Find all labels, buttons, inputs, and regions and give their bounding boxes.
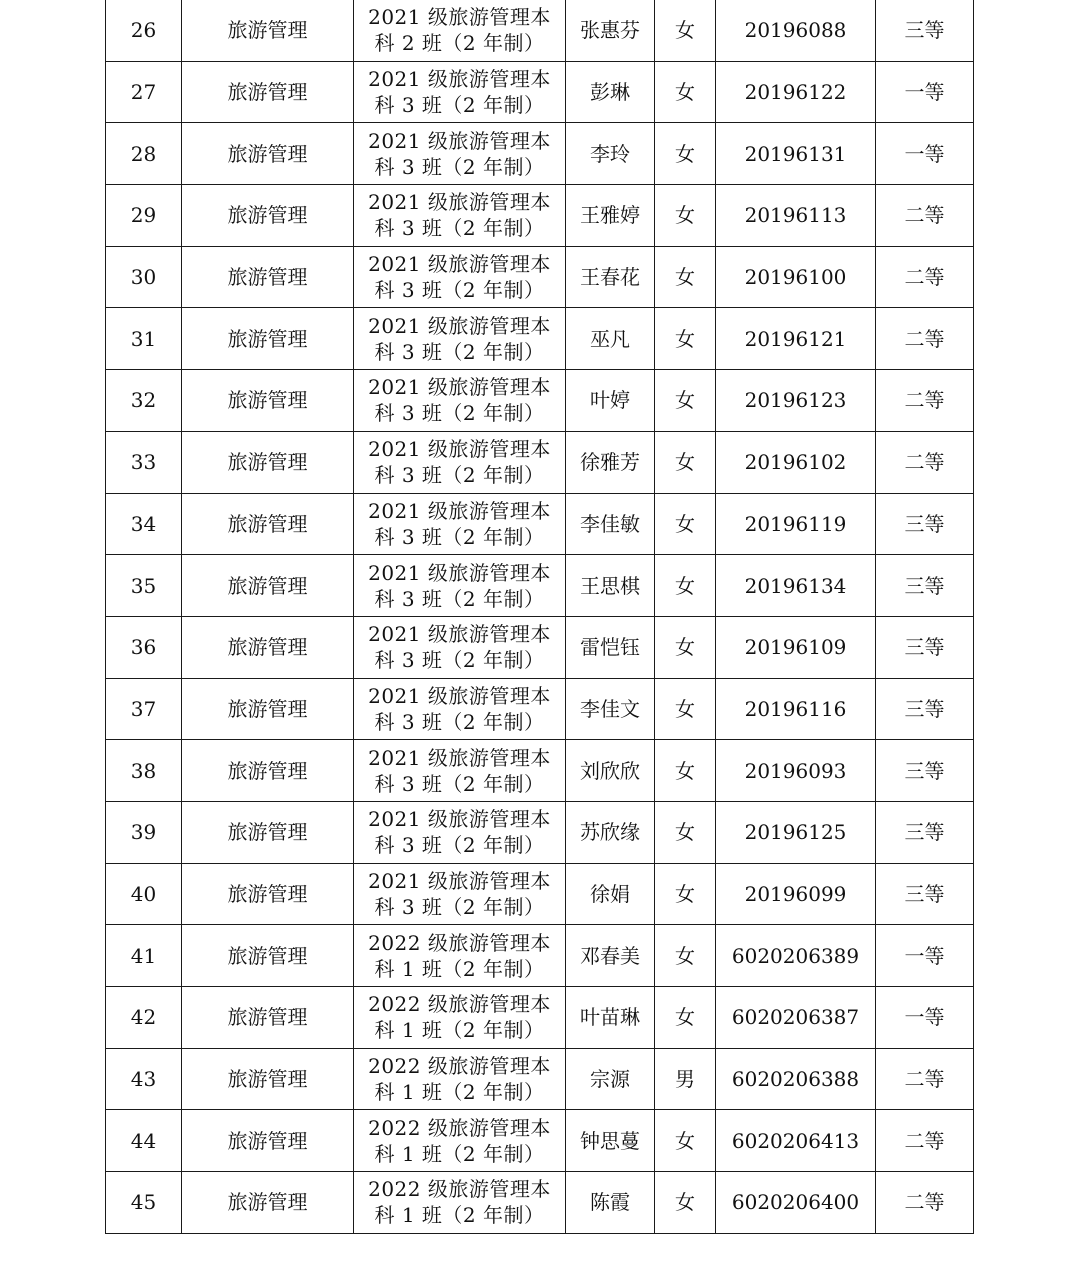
cell-name: 叶婷: [566, 370, 655, 432]
cell-major: 旅游管理: [182, 308, 354, 370]
cell-student-id: 20196099: [716, 863, 876, 925]
cell-level: 二等: [876, 431, 974, 493]
cell-major: 旅游管理: [182, 555, 354, 617]
cell-class-line2: 科 1 班（2 年制）: [374, 956, 545, 981]
cell-class-line2: 科 3 班（2 年制）: [374, 93, 545, 118]
cell-level: 二等: [876, 1172, 974, 1234]
cell-class-line1: 2021 级旅游管理本: [368, 67, 551, 92]
cell-class-line2: 科 1 班（2 年制）: [374, 1141, 545, 1166]
cell-level: 三等: [876, 0, 974, 61]
cell-student-id: 20196113: [716, 185, 876, 247]
cell-class: [354, 555, 566, 617]
cell-major: 旅游管理: [182, 370, 354, 432]
cell-gender: 女: [655, 185, 716, 247]
cell-class-line1: 2021 级旅游管理本: [368, 5, 551, 30]
table-row: [106, 185, 974, 247]
table-body: [106, 0, 974, 1233]
cell-class-line1: 2021 级旅游管理本: [368, 560, 551, 585]
cell-class-line1: 2021 级旅游管理本: [368, 622, 551, 647]
cell-level: 三等: [876, 678, 974, 740]
cell-no: 30: [106, 246, 182, 308]
cell-class: [354, 370, 566, 432]
cell-level: 三等: [876, 801, 974, 863]
cell-major: 旅游管理: [182, 0, 354, 61]
cell-no: 40: [106, 863, 182, 925]
cell-class: [354, 246, 566, 308]
cell-no: 43: [106, 1048, 182, 1110]
cell-class-line2: 科 3 班（2 年制）: [374, 586, 545, 611]
table-row: [106, 863, 974, 925]
cell-major: 旅游管理: [182, 246, 354, 308]
cell-student-id: 20196121: [716, 308, 876, 370]
cell-name: 陈霞: [566, 1172, 655, 1234]
cell-class-line1: 2021 级旅游管理本: [368, 868, 551, 893]
table-row: [106, 678, 974, 740]
cell-major: 旅游管理: [182, 1172, 354, 1234]
cell-gender: 女: [655, 308, 716, 370]
cell-class-line1: 2022 级旅游管理本: [368, 930, 551, 955]
cell-name: 李佳文: [566, 678, 655, 740]
table-row: [106, 370, 974, 432]
cell-name: 钟思蔓: [566, 1110, 655, 1172]
cell-name: 叶苗琳: [566, 987, 655, 1049]
cell-name: 王思棋: [566, 555, 655, 617]
cell-name: 雷恺钰: [566, 616, 655, 678]
cell-level: 二等: [876, 370, 974, 432]
cell-gender: 女: [655, 555, 716, 617]
cell-level: 一等: [876, 925, 974, 987]
cell-student-id: 20196100: [716, 246, 876, 308]
cell-student-id: 6020206413: [716, 1110, 876, 1172]
cell-gender: 女: [655, 123, 716, 185]
cell-class-line1: 2021 级旅游管理本: [368, 313, 551, 338]
cell-name: 彭琳: [566, 61, 655, 123]
cell-class: [354, 1048, 566, 1110]
scholarship-list-sheet: [105, 0, 974, 1234]
cell-class-line1: 2021 级旅游管理本: [368, 190, 551, 215]
cell-student-id: 6020206387: [716, 987, 876, 1049]
cell-class: [354, 987, 566, 1049]
cell-name: 邓春美: [566, 925, 655, 987]
table-row: [106, 1172, 974, 1234]
cell-class: [354, 616, 566, 678]
cell-major: 旅游管理: [182, 61, 354, 123]
cell-class-line2: 科 1 班（2 年制）: [374, 1080, 545, 1105]
cell-no: 35: [106, 555, 182, 617]
cell-gender: 男: [655, 1048, 716, 1110]
cell-student-id: 20196123: [716, 370, 876, 432]
cell-class: [354, 1110, 566, 1172]
cell-level: 一等: [876, 123, 974, 185]
cell-class: [354, 925, 566, 987]
cell-major: 旅游管理: [182, 801, 354, 863]
cell-no: 38: [106, 740, 182, 802]
cell-major: 旅游管理: [182, 740, 354, 802]
cell-student-id: 20196116: [716, 678, 876, 740]
cell-student-id: 20196122: [716, 61, 876, 123]
cell-gender: 女: [655, 801, 716, 863]
cell-class: [354, 308, 566, 370]
cell-major: 旅游管理: [182, 493, 354, 555]
cell-level: 三等: [876, 493, 974, 555]
cell-class-line1: 2021 级旅游管理本: [368, 683, 551, 708]
table-row: [106, 1048, 974, 1110]
cell-class-line1: 2021 级旅游管理本: [368, 807, 551, 832]
cell-no: 26: [106, 0, 182, 61]
cell-class-line1: 2021 级旅游管理本: [368, 252, 551, 277]
cell-class-line1: 2021 级旅游管理本: [368, 745, 551, 770]
cell-gender: 女: [655, 740, 716, 802]
cell-no: 36: [106, 616, 182, 678]
cell-gender: 女: [655, 1110, 716, 1172]
cell-student-id: 20196093: [716, 740, 876, 802]
cell-student-id: 20196134: [716, 555, 876, 617]
cell-major: 旅游管理: [182, 678, 354, 740]
cell-no: 34: [106, 493, 182, 555]
cell-class: [354, 1172, 566, 1234]
cell-no: 44: [106, 1110, 182, 1172]
cell-class-line2: 科 2 班（2 年制）: [374, 31, 545, 56]
cell-name: 宗源: [566, 1048, 655, 1110]
cell-name: 王春花: [566, 246, 655, 308]
cell-class-line2: 科 3 班（2 年制）: [374, 216, 545, 241]
cell-no: 45: [106, 1172, 182, 1234]
cell-level: 三等: [876, 863, 974, 925]
table-row: [106, 740, 974, 802]
cell-student-id: 6020206389: [716, 925, 876, 987]
cell-class: [354, 0, 566, 61]
cell-gender: 女: [655, 987, 716, 1049]
cell-class-line2: 科 3 班（2 年制）: [374, 894, 545, 919]
cell-student-id: 20196102: [716, 431, 876, 493]
cell-name: 徐娟: [566, 863, 655, 925]
cell-name: 苏欣缘: [566, 801, 655, 863]
cell-class-line2: 科 3 班（2 年制）: [374, 278, 545, 303]
table-row: [106, 123, 974, 185]
cell-gender: 女: [655, 431, 716, 493]
cell-major: 旅游管理: [182, 431, 354, 493]
cell-level: 三等: [876, 555, 974, 617]
cell-class-line1: 2022 级旅游管理本: [368, 1115, 551, 1140]
cell-student-id: 20196131: [716, 123, 876, 185]
cell-gender: 女: [655, 61, 716, 123]
cell-major: 旅游管理: [182, 1048, 354, 1110]
cell-no: 41: [106, 925, 182, 987]
cell-student-id: 6020206388: [716, 1048, 876, 1110]
cell-level: 二等: [876, 1048, 974, 1110]
cell-level: 二等: [876, 1110, 974, 1172]
cell-class-line1: 2021 级旅游管理本: [368, 128, 551, 153]
cell-class-line2: 科 3 班（2 年制）: [374, 524, 545, 549]
cell-name: 李佳敏: [566, 493, 655, 555]
cell-class-line2: 科 3 班（2 年制）: [374, 771, 545, 796]
cell-class: [354, 678, 566, 740]
cell-gender: 女: [655, 493, 716, 555]
cell-gender: 女: [655, 0, 716, 61]
cell-student-id: 20196088: [716, 0, 876, 61]
cell-student-id: 20196109: [716, 616, 876, 678]
cell-class-line1: 2022 级旅游管理本: [368, 1177, 551, 1202]
cell-class: [354, 123, 566, 185]
cell-class-line2: 科 3 班（2 年制）: [374, 154, 545, 179]
cell-class-line2: 科 3 班（2 年制）: [374, 401, 545, 426]
cell-no: 37: [106, 678, 182, 740]
cell-gender: 女: [655, 370, 716, 432]
cell-no: 39: [106, 801, 182, 863]
cell-gender: 女: [655, 678, 716, 740]
cell-name: 王雅婷: [566, 185, 655, 247]
cell-class: [354, 431, 566, 493]
cell-no: 42: [106, 987, 182, 1049]
cell-class-line1: 2021 级旅游管理本: [368, 437, 551, 462]
table-row: [106, 246, 974, 308]
cell-major: 旅游管理: [182, 1110, 354, 1172]
cell-class-line1: 2022 级旅游管理本: [368, 992, 551, 1017]
cell-student-id: 20196119: [716, 493, 876, 555]
table-row: [106, 61, 974, 123]
cell-gender: 女: [655, 925, 716, 987]
cell-no: 32: [106, 370, 182, 432]
cell-class-line2: 科 3 班（2 年制）: [374, 463, 545, 488]
cell-class-line1: 2021 级旅游管理本: [368, 375, 551, 400]
cell-major: 旅游管理: [182, 616, 354, 678]
cell-class: [354, 61, 566, 123]
cell-class-line2: 科 3 班（2 年制）: [374, 833, 545, 858]
table-row: [106, 555, 974, 617]
cell-level: 二等: [876, 246, 974, 308]
cell-no: 33: [106, 431, 182, 493]
cell-class: [354, 863, 566, 925]
cell-gender: 女: [655, 616, 716, 678]
cell-level: 二等: [876, 185, 974, 247]
cell-class-line2: 科 1 班（2 年制）: [374, 1203, 545, 1228]
table-row: [106, 308, 974, 370]
cell-class-line2: 科 3 班（2 年制）: [374, 709, 545, 734]
cell-class: [354, 740, 566, 802]
cell-level: 一等: [876, 61, 974, 123]
cell-major: 旅游管理: [182, 925, 354, 987]
table-row: [106, 493, 974, 555]
cell-name: 刘欣欣: [566, 740, 655, 802]
cell-gender: 女: [655, 863, 716, 925]
cell-class-line2: 科 3 班（2 年制）: [374, 339, 545, 364]
cell-level: 三等: [876, 740, 974, 802]
table-row: [106, 1110, 974, 1172]
cell-level: 二等: [876, 308, 974, 370]
cell-class-line1: 2021 级旅游管理本: [368, 498, 551, 523]
cell-name: 张惠芬: [566, 0, 655, 61]
cell-no: 27: [106, 61, 182, 123]
cell-major: 旅游管理: [182, 987, 354, 1049]
cell-class-line2: 科 3 班（2 年制）: [374, 648, 545, 673]
cell-major: 旅游管理: [182, 863, 354, 925]
cell-class-line1: 2022 级旅游管理本: [368, 1054, 551, 1079]
cell-major: 旅游管理: [182, 123, 354, 185]
cell-class: [354, 493, 566, 555]
table-row: [106, 801, 974, 863]
cell-name: 李玲: [566, 123, 655, 185]
table-row: [106, 431, 974, 493]
table-row: [106, 987, 974, 1049]
cell-name: 徐雅芳: [566, 431, 655, 493]
cell-gender: 女: [655, 1172, 716, 1234]
cell-student-id: 6020206400: [716, 1172, 876, 1234]
cell-class: [354, 801, 566, 863]
cell-gender: 女: [655, 246, 716, 308]
scholarship-table: [105, 0, 974, 1234]
cell-major: 旅游管理: [182, 185, 354, 247]
cell-level: 三等: [876, 616, 974, 678]
table-row: [106, 925, 974, 987]
table-row: [106, 0, 974, 61]
cell-no: 28: [106, 123, 182, 185]
cell-student-id: 20196125: [716, 801, 876, 863]
cell-class: [354, 185, 566, 247]
table-row: [106, 616, 974, 678]
cell-no: 29: [106, 185, 182, 247]
cell-level: 一等: [876, 987, 974, 1049]
cell-name: 巫凡: [566, 308, 655, 370]
cell-class-line2: 科 1 班（2 年制）: [374, 1018, 545, 1043]
cell-no: 31: [106, 308, 182, 370]
